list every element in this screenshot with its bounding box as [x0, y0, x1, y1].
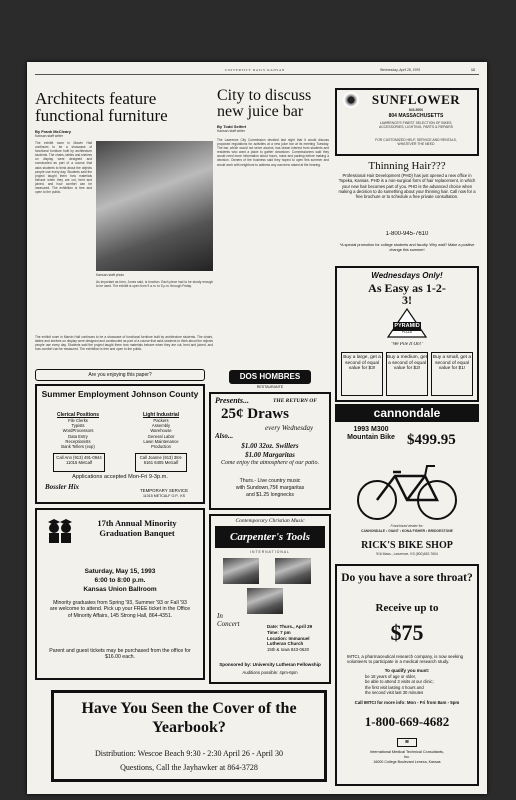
hair-title: Thinning Hair???	[368, 160, 446, 172]
bike-model: 1993 M300 Mountain Bike	[347, 426, 395, 441]
yearbook-questions: Questions, Call the Jayhawker at 864-3728	[120, 763, 258, 772]
bar-return: THE RETURN OF	[273, 398, 318, 404]
article-juice-bar-role: Kansan staff writer	[217, 129, 246, 133]
concert-top: Contemporary Christian Music	[235, 518, 305, 524]
yearbook-title: Have You Seen the Cover of the Yearbook?	[81, 700, 297, 736]
employment-col2-item: General Labor	[147, 433, 175, 439]
banquet-place: Kansas Union Ballroom	[83, 586, 157, 593]
employment-col2-list	[125, 418, 197, 449]
throat-item: the second visit last 30 minutes	[365, 690, 424, 696]
throat-items	[365, 674, 465, 696]
concert-intl: INTERNATIONAL	[250, 550, 290, 554]
employment-call-ann: Call Ann (913) 491-0944 11015 Metcalf	[53, 453, 105, 472]
throat-address: 16000 College Boulevard Lenexa, Kansas	[373, 760, 441, 764]
throat-receive: Receive up to	[375, 602, 439, 614]
employment-service: TEMPORARY SERVICE	[139, 488, 189, 493]
concert-band: Carpenter's Tools	[215, 526, 325, 548]
pizza-deal-3: Buy a small, get a second of equal value for $1!	[431, 352, 473, 396]
bar-also: Also...	[215, 432, 234, 440]
article-architects-body-cont: The exhibit room in Marvin Hall continues to be a showcase of functional furniture built by architecture students. The chairs, tables and shelves on display were designed and constructed as part of a course that asks students to think about the objects people use every day. Students said the project taught them how materials behave when they are cut, bent and joined, and how comfort can be measured. The exhibition is free and open to the public.	[35, 335, 213, 352]
newspaper-page	[27, 62, 487, 794]
employment-col2-item: Production	[150, 444, 172, 450]
article-juice-bar-headline: City to discuss new juice bar	[217, 88, 312, 120]
employment-col1-item: Typists	[71, 423, 85, 429]
hair-body: Professional Hair Development (PHD) has just opened a new office in Topeka, Kansas. PHD is a non-surgical form of hair replacement, in which your new hair becomes part of you. PHD is the advanced choice when making a decision to do something about your thinning hair. Call now for a free brochure or to schedule a free private consultation.	[338, 173, 476, 200]
concert-address: 15th & Iowa 843-0620	[267, 647, 310, 652]
employment-col1-list	[43, 418, 113, 449]
ad-thinning-hair	[335, 160, 479, 264]
ad-summer-employment	[35, 384, 205, 504]
bike-shop: RICK'S BIKE SHOP	[361, 540, 453, 551]
throat-item: the first visit lasting 4 hours and	[365, 684, 424, 690]
pizza-slogan: "We Pile It On!"	[390, 342, 424, 347]
throat-title: Do you have a sore throat?	[341, 572, 473, 584]
employment-col1-item: Data Entry	[68, 433, 88, 439]
article-architects-byline: By Frank McCleary	[35, 129, 72, 134]
bar-promo-box	[209, 392, 331, 510]
bike-brand: cannondale	[335, 404, 479, 422]
bike-dealer: Franchised dealer for:	[390, 524, 424, 528]
article-juice-bar	[217, 88, 329, 382]
bar-thurs-1: Thurs.- Live country music	[239, 478, 301, 484]
banquet-title: 17th Annual Minority Graduation Banquet	[97, 518, 177, 538]
article-architects-body: The exhibit room in Marvin Hall continues to be a showcase of functional furniture built by architecture students. The chairs, tables and shelves on display were designed and constructed as part of a course that asks students to think about the objects people use every day. Students said the project taught them how materials behave when they are cut, bent and joined, and how comfort can be measured. The exhibition is free and open to the public.	[35, 141, 92, 195]
bike-icon	[355, 458, 459, 522]
throat-call: Call IMTCI for more info: Mon - Fri from 8am - 5pm	[354, 700, 460, 705]
concert-time: Time: 7 pm	[267, 630, 291, 635]
bar-draws: 25¢ Draws	[221, 406, 289, 422]
sunflower-tagline-1: LAWRENCE'S FINEST SELECTION OF BIKES, ACCESSORIES, LIGHTING, PARTS & REPAIRS	[378, 121, 454, 130]
concert-date: Date: Thurs., April 29	[267, 624, 313, 629]
article-architects-headline: Architects feature functional furniture	[35, 90, 168, 124]
employment-title: Summer Employment Johnson County	[41, 389, 199, 399]
header-paper-name: UNIVERSITY DAILY KANSAN	[225, 68, 285, 72]
banquet-time: 6:00 to 8:00 p.m.	[94, 577, 146, 584]
hair-note: *A special promotion for college students and faculty. Why wait? Make a positive change this summer!	[339, 243, 475, 252]
article-juice-bar-body: The Lawrence City Commission decided last night that it would discuss proposed regulations for activities at a new juice bar at its meeting Tuesday. The bar, which would not serve alcohol, has drawn interest from students and residents who want a place to gather downtown. Commissioners said they would need more information about hours, noise and parking before making a decision. Owners of the business said they hoped to open this summer and would work with neighbors to address any concerns raised at the hearing.	[217, 138, 329, 167]
employment-col1-item: Bank Tellers (exp)	[61, 444, 95, 450]
throat-item: be able to attend 3 visits at our clinic;	[365, 679, 434, 685]
bar-come: Come enjoy the atmosphere of our patio.	[221, 460, 319, 466]
bar-thurs-3: and $1.25 longnecks	[246, 492, 294, 498]
ad-cannondale	[335, 404, 479, 560]
banquet-date: Saturday, May 15, 1993	[84, 568, 156, 575]
throat-item: be 18 years of age or older,	[365, 674, 416, 679]
employment-col2-item: Warehouse	[150, 428, 172, 434]
bar-brand-sub: RESTAURANTE	[256, 385, 284, 389]
bar-deal-1: $1.00 32oz. Swillers	[241, 442, 299, 450]
recycle-bar: Are you enjoying this paper?	[35, 369, 205, 381]
pizza-title: Wednesdays Only!	[371, 271, 443, 280]
concert-photo-3	[247, 588, 283, 614]
article-architects-photo	[96, 141, 213, 271]
ad-sunflower	[335, 88, 479, 156]
sunflower-phone: 843-5000	[408, 108, 424, 112]
sunflower-tagline-2: FOR CUSTOMIZED HELP, SERVICE AND RENTALS, WHATEVER THE NEED	[375, 138, 457, 147]
employment-col1-item: File Clerks	[68, 418, 88, 423]
sunflower-address: 804 MASSACHUSETTS	[388, 113, 444, 119]
header-page-number: 13	[471, 68, 475, 72]
pizza-brand-sub: PIZZA	[402, 330, 412, 334]
banquet-note: Parent and guest tickets may be purchased from the office for $16.00 each.	[49, 648, 191, 661]
bar-deal-2: $1.00 Margaritas	[245, 451, 295, 459]
article-architects	[35, 90, 213, 382]
throat-company: International Medical Technical Consultants, Inc.	[369, 750, 444, 759]
page-header	[35, 68, 479, 75]
throat-amount: $75	[390, 620, 424, 645]
ad-carpenters-tools	[209, 514, 331, 684]
ad-sore-throat	[335, 564, 479, 786]
employment-applications: Applications accepted Mon-Fri 9-3p.m.	[72, 474, 168, 480]
article-architects-role: Kansan staff writer	[35, 134, 64, 138]
graduates-icon	[45, 518, 75, 544]
bar-brand: DOS HOMBRES	[229, 370, 311, 384]
ad-yearbook	[51, 690, 327, 782]
concert-location: Location: Immanuel Lutheran Church	[267, 636, 310, 646]
pizza-deal-1: Buy a large, get a second of equal value for $3!	[341, 352, 383, 396]
employment-col1-head: Clerical Positions	[57, 412, 99, 418]
concert-in: In Concert	[217, 612, 240, 628]
throat-body: IMTCI, a pharmaceutical research company, is now seeking volunteers to participate in a medical research study.	[347, 654, 464, 665]
sunflower-name: SUNFLOWER	[371, 92, 461, 107]
bar-thurs-2: with Sundown,75¢ margaritas	[235, 485, 305, 491]
pizza-deal-2: Buy a medium, get a second of equal value for $2!	[386, 352, 428, 396]
employment-logo: Bossler Hix	[45, 484, 80, 491]
throat-qualify: To qualify you must:	[384, 668, 430, 673]
employment-col2-item: Lawn Maintenance	[143, 438, 179, 444]
ad-dos-hombres	[209, 370, 331, 510]
ad-pyramid-pizza	[335, 266, 479, 402]
concert-sponsor: Sponsored by: University Lutheran Fellowship	[219, 662, 321, 667]
employment-col2-item: Assembly	[151, 423, 171, 429]
hair-phone: 1-800-945-7610	[385, 231, 429, 237]
banquet-body: Minority graduates from Spring '93, Summer '93 or Fall '93 are welcome to attend. Pick up your FREE ticket in the Office of Minority Affairs, 145 Strong Hall, 864-4351.	[49, 600, 191, 619]
concert-photo-1	[223, 558, 259, 584]
employment-col1-item: WordProcessors	[62, 428, 94, 434]
throat-phone: 1-800-669-4682	[364, 714, 450, 729]
concert-photo-2	[275, 558, 311, 584]
bike-brands: CANNONDALE • GIANT • KONA FISHER • BRIDGESTONE	[361, 529, 453, 533]
header-date: Wednesday, April 28, 1993	[380, 68, 421, 72]
article-architects-caption: Kansan staff photo	[96, 273, 125, 277]
pizza-headline: As Easy as 1-2-3!	[368, 282, 446, 306]
employment-call-joanne: Call Joanne (913) 384-6161 6405 Metcalf	[135, 453, 187, 472]
article-architects-body-2: As important as form, Jones said, is function. Each piece had to be sturdy enough to be used. The exhibit is open from 9 a.m. to 5 p.m. through Friday.	[96, 280, 213, 289]
employment-service-address: 11015 METCALF O.P., KS	[142, 494, 185, 498]
concert-auditions: Auditions possible: 4pm-6pm	[242, 670, 298, 675]
bike-price: $499.95	[407, 432, 456, 448]
bar-every: every Wednesday	[265, 424, 314, 432]
pizza-brand: PYRAMID	[394, 323, 420, 329]
ad-graduation-banquet	[35, 508, 205, 680]
employment-col2-item: Packers	[153, 418, 169, 423]
imtci-logo-icon: ≋	[397, 738, 417, 747]
employment-col2-head: Light Industrial	[142, 412, 180, 418]
bar-presents: Presents...	[215, 396, 249, 405]
yearbook-distribution: Distribution: Wescoe Beach 9:30 - 2:30 April 26 - April 30	[94, 749, 284, 758]
article-juice-bar-byline: By Todd Seifert	[217, 124, 247, 129]
bike-address: 916 Mass., Lawrence, KS (800)452-7604	[376, 552, 438, 556]
employment-col1-item: Receptionists	[65, 438, 91, 444]
